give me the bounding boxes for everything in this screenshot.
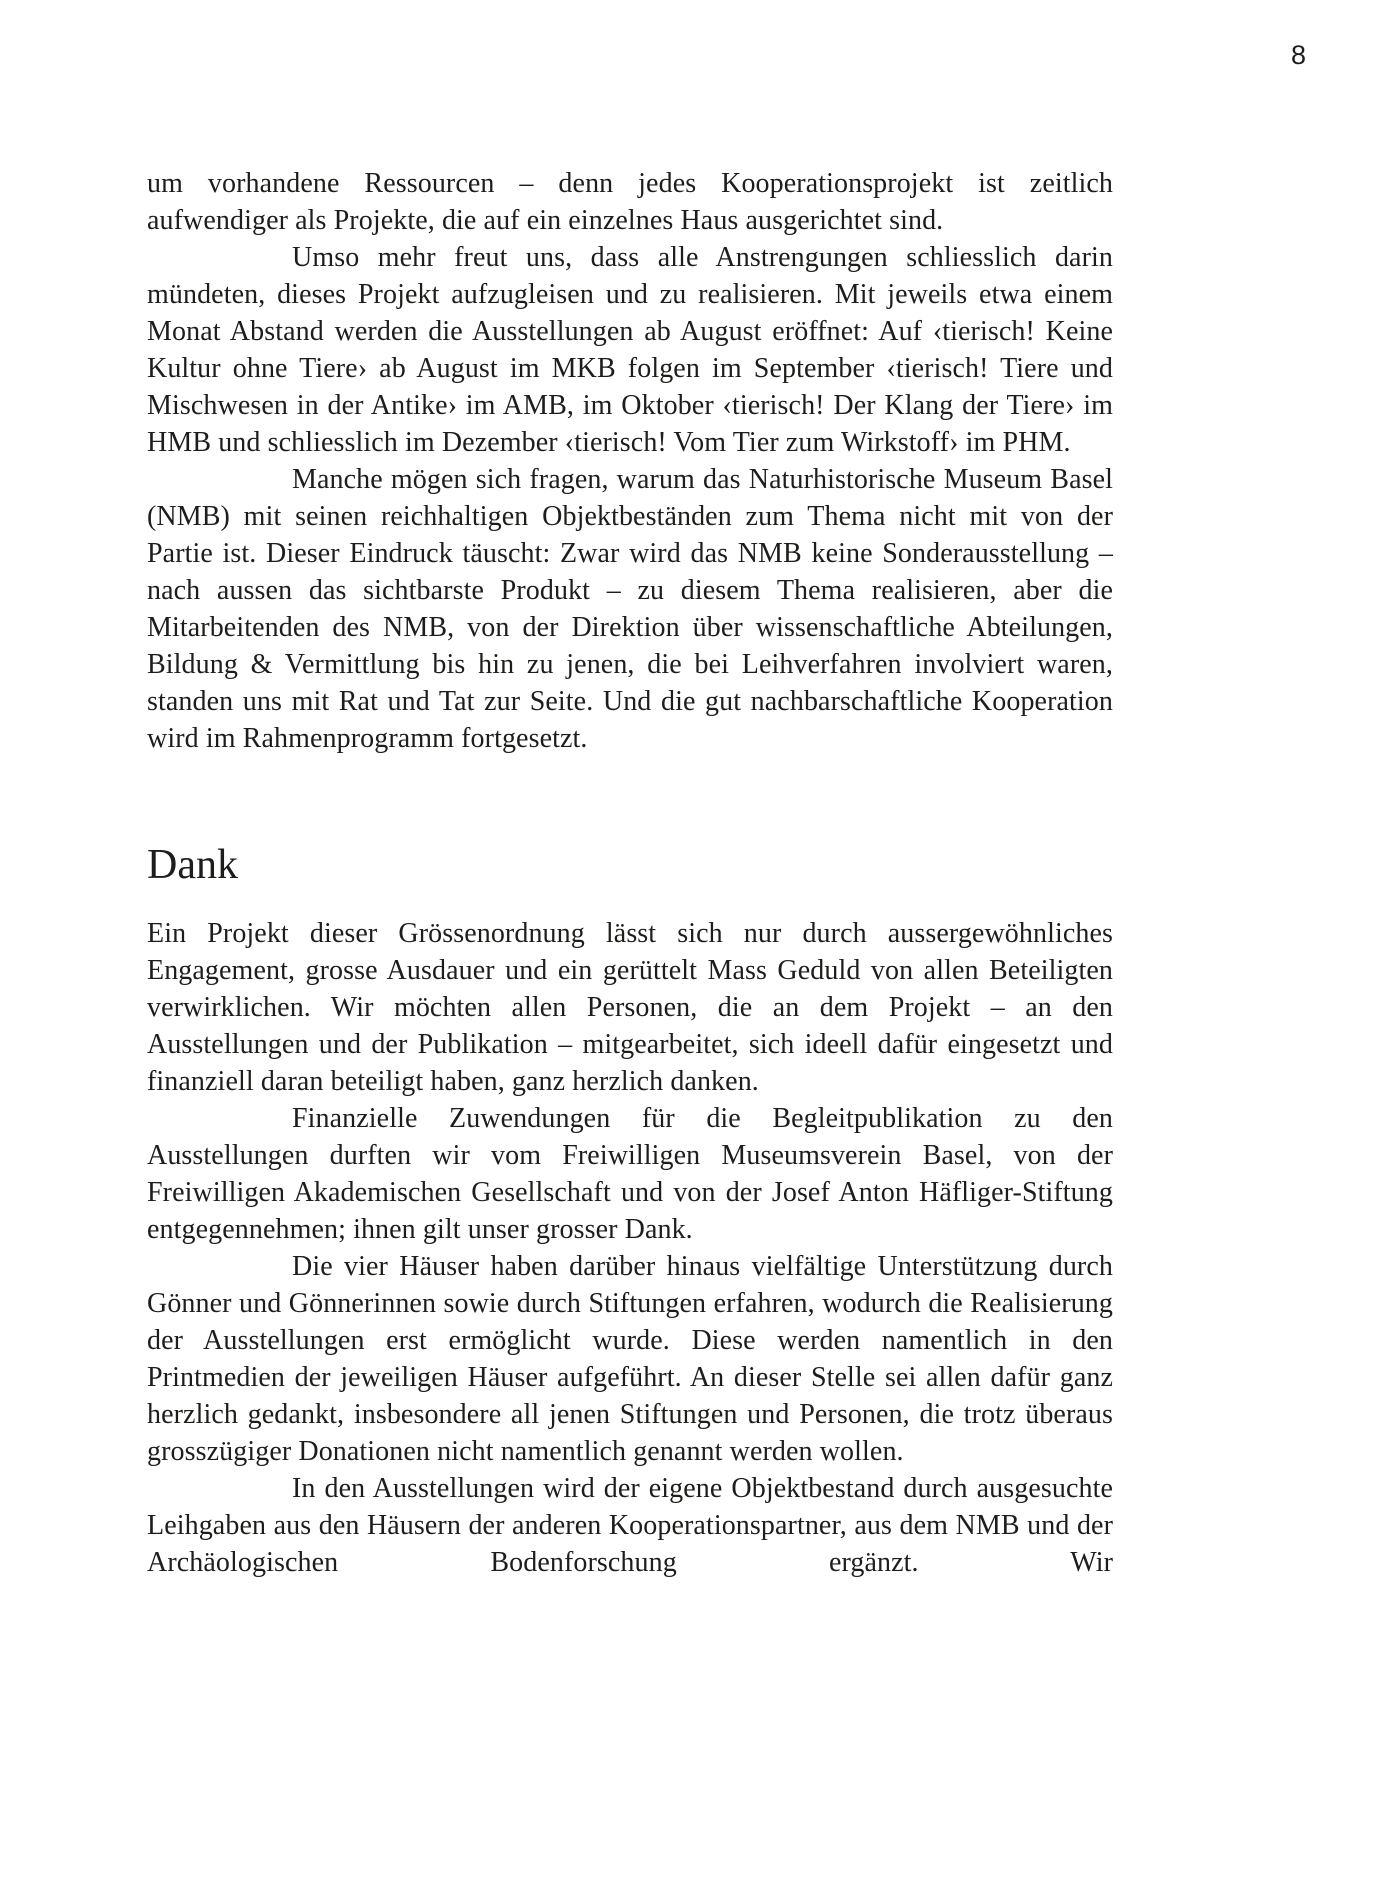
paragraph-continuation: um vorhandene Ressourcen – denn jedes Kooperationsprojekt ist zeitlich aufwendiger als Projekte, die auf ein einzelnes Haus ausgerichtet sind.: [147, 168, 1113, 236]
page-content: [147, 165, 1113, 1581]
paragraph: Die vier Häuser haben darüber hinaus vielfältige Unterstützung durch Gönner und Gönnerinnen sowie durch Stiftungen erfahren, wodurch die Realisierung der Ausstellungen erst ermöglicht wurde. Diese werden namentlich in den Printmedien der jeweiligen Häuser aufgeführt. An dieser Stelle sei allen dafür ganz herzlich gedankt, insbesondere all jenen Stiftungen und Personen, die trotz überaus grosszügiger Donationen nicht namentlich genannt werden wollen.: [147, 1251, 1113, 1467]
paragraph: Ein Projekt dieser Grössenordnung lässt sich nur durch aussergewöhnliches Engagement, grosse Ausdauer und ein gerüttelt Mass Geduld von allen Beteiligten verwirklichen. Wir möchten allen Personen, die an dem Projekt – an den Ausstellungen und der Publikation – mitgearbeitet, sich ideell dafür eingesetzt und finanziell daran beteiligt haben, ganz herzlich danken.: [147, 918, 1113, 1097]
paragraph: Umso mehr freut uns, dass alle Anstrengungen schliesslich darin mündeten, dieses Projekt aufzugleisen und zu realisieren. Mit jeweils etwa einem Monat Abstand werden die Ausstellungen ab August eröffnet: Auf ‹tierisch! Keine Kultur ohne Tiere› ab August im MKB folgen im September ‹tierisch! Tiere und Mischwesen in der Antike› im AMB, im Oktober ‹tierisch! Der Klang der Tiere› im HMB und schliesslich im Dezember ‹tierisch! Vom Tier zum Wirkstoff› im PHM.: [147, 242, 1113, 458]
paragraph-continues-next-page: In den Ausstellungen wird der eigene Objektbestand durch ausgesuchte Leihgaben aus den Häusern der anderen Kooperationspartner, aus dem NMB und der Archäologischen Bodenforschung ergänzt. Wir: [147, 1473, 1113, 1578]
section-heading: Dank: [147, 842, 238, 888]
paragraph: Manche mögen sich fragen, warum das Naturhistorische Museum Basel (NMB) mit seinen reichhaltigen Objektbeständen zum Thema nicht mit von der Partie ist. Dieser Eindruck täuscht: Zwar wird das NMB keine Sonderausstellung – nach aussen das sichtbarste Produkt – zu diesem Thema realisieren, aber die Mitarbeitenden des NMB, von der Direktion über wissenschaftliche Abteilungen, Bildung & Vermittlung bis hin zu jenen, die bei Leihverfahren involviert waren, standen uns mit Rat und Tat zur Seite. Und die gut nachbarschaftliche Kooperation wird im Rahmenprogramm fortgesetzt.: [147, 464, 1113, 754]
page-number: 8: [1290, 40, 1306, 70]
paragraph: Finanzielle Zuwendungen für die Begleitpublikation zu den Ausstellungen durften wir vom Freiwilligen Museumsverein Basel, von der Freiwilligen Akademischen Gesellschaft und von der Josef Anton Häfliger-Stiftung entgegennehmen; ihnen gilt unser grosser Dank.: [147, 1103, 1113, 1245]
